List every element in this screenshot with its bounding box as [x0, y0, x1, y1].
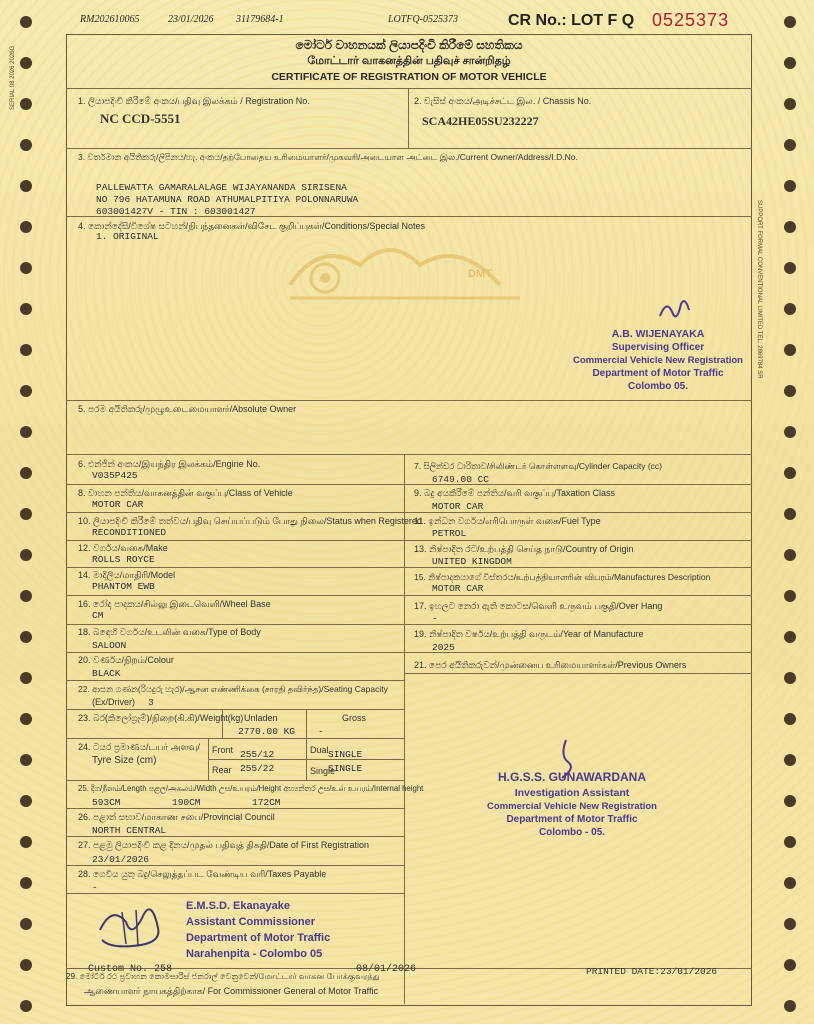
feed-hole [20, 795, 32, 807]
feed-hole [784, 344, 796, 356]
officer-a-city: Colombo 05. [627, 381, 688, 392]
feed-hole [20, 590, 32, 602]
officer-b-city: Colombo - 05. [538, 827, 606, 838]
officer-b-department: Department of Motor Traffic [506, 814, 638, 825]
over-hang-label: 17. ඉහලට නෙරා ඇති කොටස/வெளி உருவம் பகுதி/Over Hang [414, 601, 663, 611]
engine-value: V035P425 [92, 470, 138, 481]
feed-hole [20, 959, 32, 971]
dimensions-label: 25. දිග/நீளம்/Length පළල/அகலம்/Width උස/உயரம்/Height අභ්‍යන්තර උස/உள் உயரம்/Internal height [78, 784, 424, 793]
feed-hole [784, 57, 796, 69]
feed-hole [784, 631, 796, 643]
seating-value: 3 [148, 697, 154, 708]
colour-value: BLACK [92, 668, 121, 679]
taxes-value: - [92, 882, 98, 893]
feed-hole [20, 303, 32, 315]
feed-hole [20, 221, 32, 233]
weight-label: 23. බර(කිලෝග්‍රෑම්)/நிறை(கி.கி)/Weight(kg) [78, 713, 244, 723]
country-label: 13. නිෂ්පාදිත රට/உற்பத்தி செய்த நாடு/Country of Origin [414, 544, 634, 554]
feed-hole [20, 672, 32, 684]
chassis-value: SCA42HE05SU232227 [422, 114, 539, 128]
registration-value: NC CCD-5551 [100, 111, 181, 126]
title-tamil: மோட்டார் வாகனத்தின் பதிவுச் சான்றிதழ் [307, 55, 511, 67]
feed-hole [784, 180, 796, 192]
previous-owners-label: 21. පෙර අයිතිකරුවන්/முன்னைய உரிமையாளர்கள்/Previous Owners [414, 660, 687, 670]
feed-hole [784, 426, 796, 438]
colour-label: 20. වර්ණය/நிறம்/Colour [78, 655, 174, 665]
height-value: 172CM [252, 797, 281, 808]
feed-hole [784, 221, 796, 233]
officer-b-title: Investigation Assistant [514, 787, 630, 799]
feed-hole [20, 98, 32, 110]
feed-hole [784, 713, 796, 725]
fuel-label: 11. ඉන්ධන වර්ගය/எரிபொருள் வகை/Fuel Type [414, 516, 601, 526]
officer-a-division: Commercial Vehicle New Registration [572, 355, 743, 366]
year-value: 2025 [432, 642, 455, 653]
over-hang-value: - [432, 613, 438, 624]
feed-hole [784, 16, 796, 28]
tyre-dual-label: Dual [310, 745, 329, 755]
officer-c-title: Assistant Commissioner [186, 916, 315, 928]
owner-line-1: PALLEWATTA GAMARALALAGE WIJAYANANDA SIRISENA [96, 182, 347, 193]
feed-hole [784, 467, 796, 479]
status-value: RECONDITIONED [92, 527, 167, 538]
feed-hole [784, 754, 796, 766]
class-value: MOTOR CAR [92, 499, 144, 510]
taxation-value: MOTOR CAR [432, 501, 484, 512]
top-date: 23/01/2026 [168, 14, 214, 25]
feed-hole [20, 139, 32, 151]
feed-hole [784, 508, 796, 520]
feed-hole [20, 877, 32, 889]
dmt-watermark-logo [280, 230, 530, 305]
feed-hole [784, 262, 796, 274]
make-value: ROLLS ROYCE [92, 554, 155, 565]
length-value: 593CM [92, 797, 121, 808]
council-value: NORTH CENTRAL [92, 825, 167, 836]
owner-line-3: 603001427V - TIN : 603001427 [96, 206, 256, 217]
absolute-owner-label: 5. පරම අයිතිකරු/முழுஉடைமையாளர்/Absolute Owner [78, 404, 297, 414]
feed-hole [20, 1000, 32, 1012]
officer-c-department: Department of Motor Traffic [186, 932, 331, 944]
feed-hole [20, 918, 32, 930]
feed-hole [784, 590, 796, 602]
conditions-label: 4. කොන්දේසි/විශේෂ සටහන්/நிபந்தனைகள்/விசேட குறிப்புகள்/Conditions/Special Notes [78, 221, 425, 231]
class-label: 8. වාහන පන්තිය/வாகனத்தின் வகுப்பு/Class of Vehicle [78, 488, 293, 498]
council-label: 26. පළාත් සභාව/மாகாண சபை/Provincial Council [78, 812, 275, 822]
feed-hole [784, 139, 796, 151]
fuel-value: PETROL [432, 528, 467, 539]
custom-number: Custom No. 258 [88, 964, 173, 975]
first-reg-label: 27. පළමු ලියාපදිංචි කළ දිනය/முதல் பதிவுத் திகதி/Date of First Registration [78, 840, 369, 850]
custom-date: 08/01/2026 [356, 964, 417, 975]
officer-a-name: A.B. WIJENAYAKA [611, 328, 705, 340]
printed-date: PRINTED DATE:23/01/2026 [586, 966, 718, 977]
serial-side-text: SERIAL 08 2026 2026G [10, 45, 16, 110]
taxation-label: 9. බදු අයකිරීමේ පන්තිය/வரி வகுப்பு/Taxation Class [414, 488, 616, 498]
owner-label: 3. වර්තමාන අයිතිකරු/ලිපිනය/හැ. අංකය/தற்போதைய உரிமையாளர்/முகவரி/அடையாள அட்டை இல./Current Owner/Address/I.D.No. [78, 152, 578, 162]
engine-label: 6. එන්ජින් අංකය/இயந்திர இலக்கம்/Engine No. [78, 459, 261, 469]
tyre-front-label: Front [212, 745, 234, 755]
printer-side-text: SUPPORT FORMAL CONVENTIONAL LIMITED TEL: 2869784 SR [756, 200, 762, 379]
body-value: SALOON [92, 640, 127, 651]
feed-hole [20, 426, 32, 438]
country-value: UNITED KINGDOM [432, 556, 512, 567]
model-label: 14. මාදිලිය/மாதிரி/Model [78, 570, 176, 580]
tyre-rear-label: Rear [212, 765, 232, 775]
status-label: 10. ලියාපදිංචි කිරීමේ තත්වය/பதிவு செய்யப்படும் போது நிலை/Status when Registered [78, 516, 422, 526]
commissioner-line-1: 29. මෝටර් රථ ප්‍රවාහන කොමසාරිස් ජනරාල් වෙනුවෙන්/மோட்டார் வாகன போக்குவரத்து [66, 972, 380, 981]
registration-label: 1. ලියාපදිංචි කිරීමේ අංකය/பதிவு இலக்கம் / Registration No. [78, 96, 310, 106]
feed-hole [20, 549, 32, 561]
commissioner-line-2: ஆணையாளர் நாயகத்திற்காக/ For Commissioner General of Motor Traffic [84, 986, 379, 996]
tyre-label: 24. ටයර ප්‍රමාණය/டயர் அளவு/ [78, 742, 200, 752]
manufacturer-label: 15. නිෂ්පාදකයාගේ විස්තරය/உற்பத்தியாளரின் விபரம்/Manufactures Description [414, 572, 711, 582]
feed-hole [784, 385, 796, 397]
feed-hole [784, 918, 796, 930]
ref-number: RM202610065 [80, 14, 140, 25]
make-label: 12. වර්ගය/வகை/Make [78, 543, 168, 553]
lot-reference: LOTFQ-0525373 [388, 14, 459, 25]
feed-hole [784, 303, 796, 315]
feed-hole [784, 795, 796, 807]
seating-sub-label: (Ex/Driver) [92, 697, 135, 707]
tyre-dual-value: SINGLE [328, 749, 363, 760]
conditions-value: 1. ORIGINAL [96, 231, 159, 242]
feed-hole [784, 959, 796, 971]
officer-a-title: Supervising Officer [611, 342, 705, 353]
feed-hole [20, 16, 32, 28]
title-english: CERTIFICATE OF REGISTRATION OF MOTOR VEHICLE [271, 71, 547, 83]
feed-hole [20, 754, 32, 766]
seating-label: 22. ආසන ගණන(රියදුරු හැර)/ஆசன எண்ணிக்கை (சாரதி தவிர்ந்த)/Seating Capacity [78, 684, 388, 694]
feed-hole [784, 98, 796, 110]
taxes-label: 28. ගෙවිය යුතු බදු/செலுத்தப்பட வேண்டிய வரி/Taxes Payable [78, 869, 327, 879]
feed-hole [784, 877, 796, 889]
unladen-label: Unladen [244, 713, 278, 723]
body-label: 18. බඳෙහි වර්ගය/உடலின் வகை/Type of Body [78, 627, 261, 637]
cr-number: 0525373 [652, 10, 730, 30]
cylinder-label: 7. සිලින්ඩර ධාරිතාව/சிலிண்டர் கொள்ளளவு/Cylinder Capacity (cc) [414, 461, 662, 471]
wheel-base-label: 16. රෝද පාදකය/சில்லு இடைவெளி/Wheel Base [78, 599, 271, 609]
top-code: 31179684-1 [236, 14, 284, 25]
chassis-label: 2. චැසිස් අංකය/அடிச்சட்ட இல. / Chassis No. [414, 96, 592, 106]
cr-label: CR No.: LOT F Q [508, 12, 635, 29]
feed-hole [20, 631, 32, 643]
year-label: 19. නිෂ්පාදිත වර්ෂය/உற்பத்தி வருடம்/Year of Manufacture [414, 629, 644, 639]
officer-c-city: Narahenpita - Colombo 05 [186, 948, 323, 960]
signature-a [655, 296, 695, 324]
tyre-single-value: SINGLE [328, 763, 363, 774]
feed-hole [20, 262, 32, 274]
manufacturer-value: MOTOR CAR [432, 583, 484, 594]
officer-c-name: E.M.S.D. Ekanayake [186, 900, 290, 912]
feed-hole [20, 467, 32, 479]
feed-hole [784, 836, 796, 848]
feed-hole [20, 508, 32, 520]
feed-hole [784, 549, 796, 561]
tyre-rear-value: 255/22 [240, 763, 275, 774]
feed-hole [20, 57, 32, 69]
tyre-front-value: 255/12 [240, 749, 275, 760]
unladen-value: 2770.00 KG [238, 726, 296, 737]
gross-label: Gross [342, 713, 367, 723]
feed-hole [784, 672, 796, 684]
feed-hole [20, 713, 32, 725]
feed-hole [20, 385, 32, 397]
tyre-single-label: Single [310, 766, 336, 776]
feed-hole [784, 1000, 796, 1012]
officer-b-name: H.G.S.S. GUNAWARDANA [497, 770, 646, 784]
signature-c [92, 900, 172, 952]
tyre-label-english: Tyre Size (cm) [92, 755, 157, 766]
model-value: PHANTOM EWB [92, 581, 155, 592]
feed-hole [20, 180, 32, 192]
feed-hole [20, 836, 32, 848]
feed-hole [20, 344, 32, 356]
gross-value: - [318, 726, 324, 737]
first-reg-value: 23/01/2026 [92, 854, 150, 865]
owner-line-2: NO 796 HATAMUNA ROAD ATHUMALPITIYA POLONNARUWA [96, 194, 359, 205]
officer-b-division: Commercial Vehicle New Registration [486, 801, 657, 812]
wheel-base-value: CM [92, 610, 104, 621]
dmt-label: DMT [468, 268, 492, 280]
width-value: 190CM [172, 797, 201, 808]
officer-a-department: Department of Motor Traffic [592, 368, 724, 379]
title-sinhala: මෝටර් වාහනයක් ලියාපදිංචි කිරීමේ සහතිකය [295, 38, 523, 52]
cylinder-value: 6749.00 CC [432, 474, 490, 485]
